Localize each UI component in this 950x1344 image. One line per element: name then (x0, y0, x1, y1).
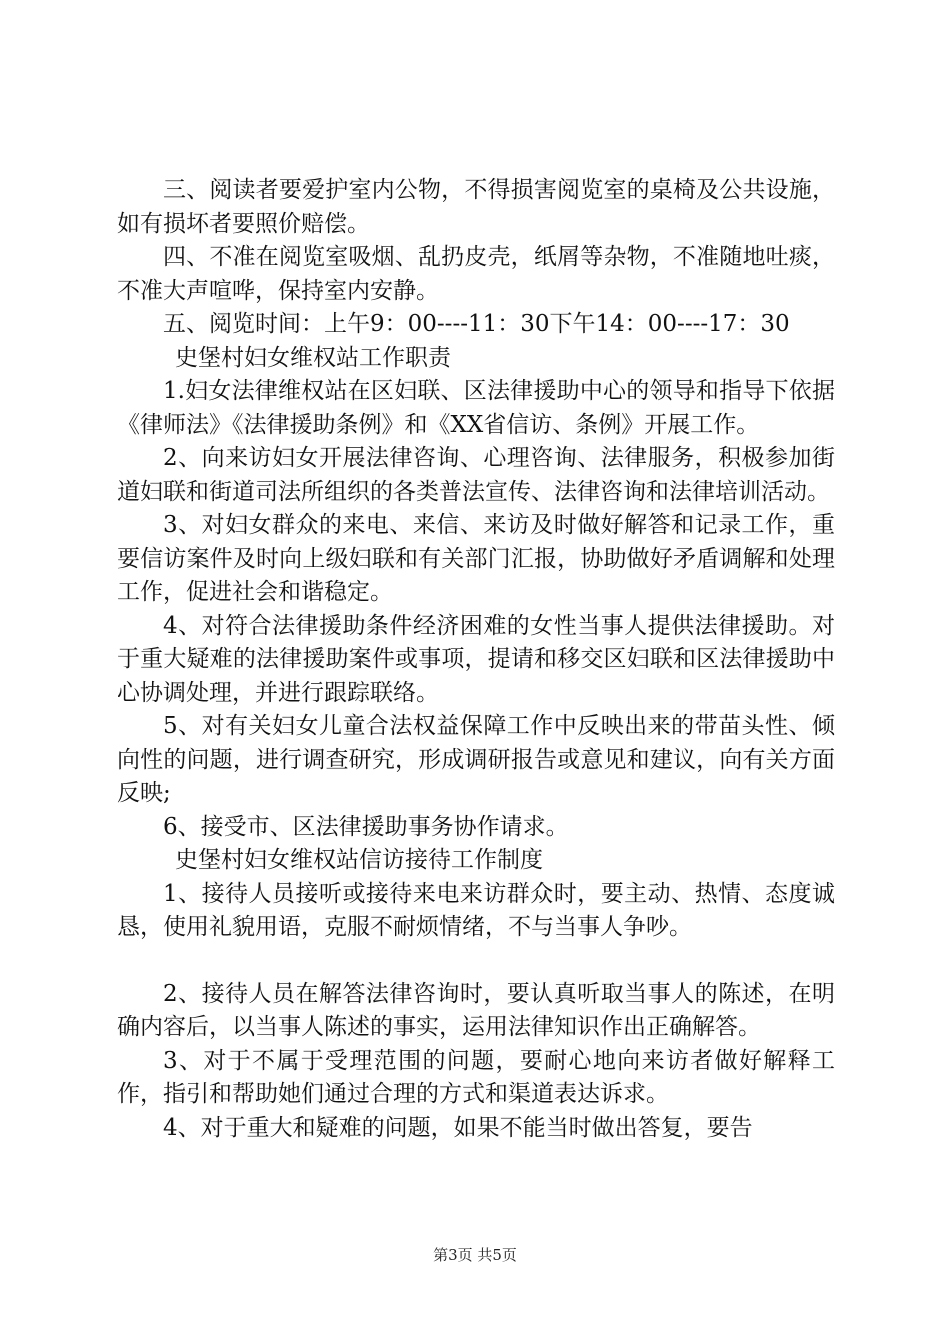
duty-2-paragraph: 2、向来访妇女开展法律咨询、心理咨询、法律服务，积极参加街道妇联和街道司法所组织的各类普法宣传、法律咨询和法律培训活动。 (117, 445, 835, 505)
reception-rules-heading: 史堡村妇女维权站信访接待工作制度 (175, 847, 543, 873)
duty-6-paragraph: 6、接受市、区法律援助事务协作请求。 (163, 813, 569, 840)
reception-rule-4-paragraph: 4、对于重大和疑难的问题，如果不能当时做出答复，要告 (163, 1114, 753, 1141)
blank-line (117, 945, 835, 978)
rule-4-paragraph: 四、不准在阅览室吸烟、乱扔皮壳，纸屑等杂物，不准随地吐痰，不准大声喧哗，保持室内安静。 (117, 244, 835, 304)
page-number-footer: 第3页 共5页 (433, 1246, 517, 1264)
rule-3-paragraph: 三、阅读者要爱护室内公物，不得损害阅览室的桌椅及公共设施，如有损坏者要照价赔偿。 (117, 177, 835, 237)
duty-1-paragraph: 1.妇女法律维权站在区妇联、区法律援助中心的领导和指导下依据《律师法》《法律援助条例》和《XX省信访、条例》开展工作。 (117, 378, 835, 438)
duty-4-paragraph: 4、对符合法律援助条件经济困难的女性当事人提供法律援助。对于重大疑难的法律援助案件或事项，提请和移交区妇联和区法律援助中心协调处理，并进行跟踪联络。 (117, 612, 835, 706)
duties-heading: 史堡村妇女维权站工作职责 (175, 344, 451, 371)
duty-3-paragraph: 3、对妇女群众的来电、来信、来访及时做好解答和记录工作，重要信访案件及时向上级妇联和有关部门汇报，协助做好矛盾调解和处理工作，促进社会和谐稳定。 (117, 512, 835, 605)
duty-5-paragraph: 5、对有关妇女儿童合法权益保障工作中反映出来的带苗头性、倾向性的问题，进行调查研究，形成调研报告或意见和建议，向有关方面反映; (117, 713, 835, 806)
reading-hours-paragraph: 五、阅览时间：上午9：00----11：30下午14：00----17：30 (163, 311, 790, 337)
reception-rule-3-paragraph: 3、对于不属于受理范围的问题，要耐心地向来访者做好解释工作，指引和帮助她们通过合理的方式和渠道表达诉求。 (117, 1047, 835, 1107)
reception-rule-2-paragraph: 2、接待人员在解答法律咨询时，要认真听取当事人的陈述，在明确内容后，以当事人陈述的事实，运用法律知识作出正确解答。 (117, 980, 835, 1040)
document-body (117, 174, 835, 1145)
reception-rule-1-paragraph: 1、接待人员接听或接待来电来访群众时，要主动、热情、态度诚恳，使用礼貌用语，克服不耐烦情绪，不与当事人争吵。 (117, 880, 835, 940)
